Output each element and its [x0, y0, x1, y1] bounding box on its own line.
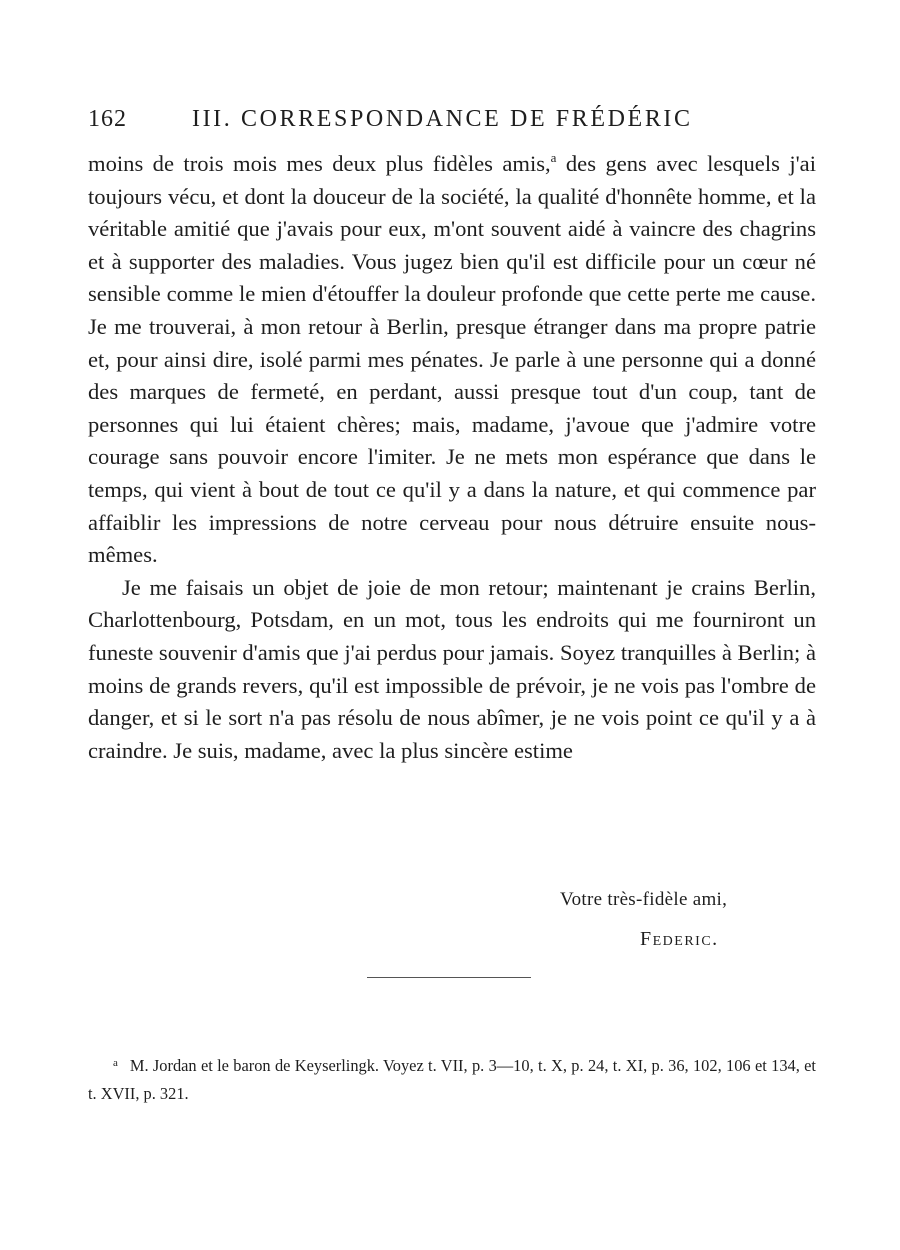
paragraph-1-before-note: moins de trois mois mes deux plus fidèles amis, [88, 151, 551, 176]
footnote [88, 1052, 816, 1108]
running-head: III. CORRESPONDANCE DE FRÉDÉRIC [192, 106, 693, 132]
footnote-reference: a [550, 150, 557, 165]
footnote-mark: a [113, 1057, 118, 1069]
footnote-text: M. Jordan et le baron de Keyserlingk. Voyez t. VII, p. 3—10, t. X, p. 24, t. XI, p. 36, 102, 106 et 134, et t. XVII, p. 321. [88, 1056, 816, 1103]
footnote-divider [367, 977, 531, 978]
closing-salutation: Votre très-fidèle ami, [560, 889, 728, 910]
letter-body [88, 148, 816, 767]
paragraph-2: Je me faisais un objet de joie de mon retour; maintenant je crains Berlin, Charlottenbourg, Potsdam, en un mot, tous les endroits qui me fourniront un funeste souvenir d'amis que j'ai perdus pour jamais. Soyez tranquilles à Berlin; à moins de grands revers, qu'il est impossible de prévoir, je ne vois pas l'ombre de danger, et si le sort n'a pas résolu de nous abîmer, je ne vois point ce qu'il y a à craindre. Je suis, madame, avec la plus sincère estime [88, 574, 816, 763]
paragraph-1-after-note: des gens avec lesquels j'ai toujours vécu, et dont la douceur de la société, la qualité d'honnête homme, et la véritable amitié que j'avais pour eux, m'ont souvent aidé à vaincre des chagrins et à supporter des maladies. Vous jugez bien qu'il est difficile pour un cœur né sensible comme le mien d'étouffer la douleur profonde que cette perte me cause. Je me trouverai, à mon retour à Berlin, presque étranger dans ma propre patrie et, pour ainsi dire, isolé parmi mes pénates. Je parle à une personne qui a donné des marques de fermeté, en perdant, aussi presque tout d'un coup, tant de personnes qui lui étaient chères; mais, madame, j'avoue que j'admire votre courage sans pouvoir encore l'imiter. Je ne mets mon espérance que dans le temps, qui vient à bout de tout ce qu'il y a dans la nature, et qui commence par affaiblir les impressions de notre cerveau pour nous détruire ensuite nous-mêmes. [88, 151, 816, 568]
signature: Federic. [640, 928, 719, 950]
paragraph-1 [88, 148, 816, 572]
page-header [88, 104, 828, 138]
page-number: 162 [88, 106, 127, 132]
